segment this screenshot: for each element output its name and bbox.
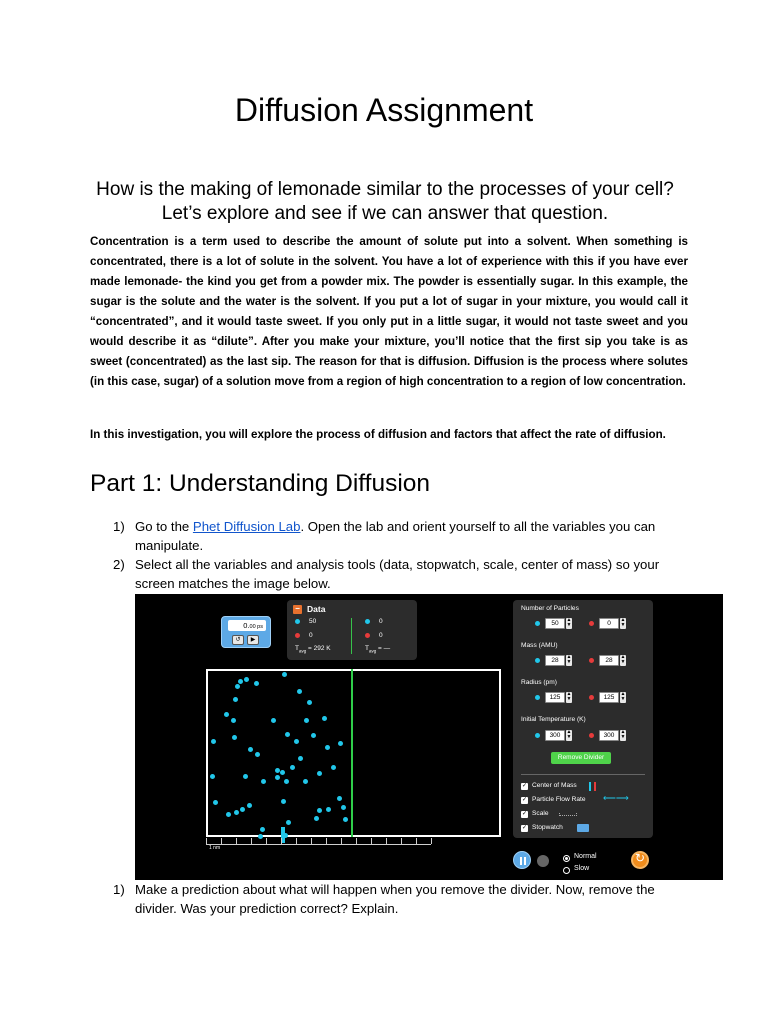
stepper-arrows-icon[interactable]: ▲ ▼ [566,729,572,740]
mass-label: Mass (AMU) [521,642,558,649]
right-temperature: $T_{avg}$ = — [365,645,391,654]
stepper-arrows-icon[interactable]: ▲ ▼ [620,729,626,740]
part1-heading: Part 1: Understanding Diffusion [90,470,431,497]
scale-tick [281,838,282,844]
particles-red-input[interactable]: 0 [599,618,619,629]
cyan-particle-icon [535,733,540,738]
cyan-particle [271,718,276,723]
data-panel [287,600,417,660]
cyan-particle [314,816,319,821]
stopwatch-checkbox[interactable]: ✓ [521,825,528,831]
phet-simulation-screenshot [135,594,723,880]
speed-slow-radio[interactable] [563,867,570,874]
cyan-particle [294,739,299,744]
cyan-particle [260,827,265,832]
cyan-particle [331,765,336,770]
speed-normal-label: Normal [574,853,597,860]
list-number: 1) [113,519,125,534]
scale-label: Scale [532,810,549,817]
cyan-particle-icon [365,619,370,624]
stepper-arrows-icon[interactable]: ▲ ▼ [566,691,572,702]
list-number: 2) [113,557,125,572]
cyan-particle [343,817,348,822]
list-text: Go to the Phet Diffusion Lab. Open the lab and orient yourself to all the variables you can manipulate. [135,519,656,553]
cyan-particle [337,796,342,801]
temperature-label: Initial Temperature (K) [521,716,586,723]
stopwatch [221,616,271,648]
center-of-mass-icon [589,782,591,791]
scale-ruler [206,838,431,846]
cyan-particle [235,684,240,689]
data-divider [351,618,352,654]
center-of-mass-checkbox[interactable]: ✓ [521,783,528,789]
cyan-particle [224,712,229,717]
cyan-particle [298,756,303,761]
scale-tick [371,838,372,844]
stopwatch-icon [577,824,589,832]
scale-tick [251,838,252,844]
stopwatch-label: Stopwatch [532,824,563,831]
flow-rate-label: Particle Flow Rate [532,796,586,803]
container-divider [351,669,353,837]
control-panel [513,600,653,780]
cyan-particle [233,697,238,702]
cyan-particle [226,812,231,817]
temperature-cyan-input[interactable]: 300 [545,730,565,741]
cyan-particle [248,747,253,752]
scale-ruler-icon [559,813,577,816]
cyan-particle [281,799,286,804]
speed-slow-label: Slow [574,865,590,872]
cyan-particle [275,775,280,780]
red-particle-icon [589,695,594,700]
stopwatch-reset-icon: ↺ [232,635,244,645]
radius-label: Radius (pm) [521,679,557,686]
scale-tick [431,838,432,844]
list-number: 1) [113,882,125,897]
scale-tick [356,838,357,844]
cyan-particle [247,803,252,808]
cyan-particle-icon [535,695,540,700]
cyan-particle [238,679,243,684]
investigation-paragraph: In this investigation, you will explore the process of diffusion and factors that affect the rate of diffusion. [90,428,666,441]
intro-question: How is the making of lemonade similar to the processes of your cell? Let’s explore and see if we can answer that question. [96,179,674,224]
reset-all-button[interactable] [631,851,649,869]
right-cyan-count: 0 [379,618,383,625]
cyan-particle [232,735,237,740]
list-text: Select all the variables and analysis tools (data, stopwatch, scale, center of mass) so your screen matches the image below. [135,557,660,591]
red-particle-icon [365,633,370,638]
cyan-particle [303,779,308,784]
cyan-particle [234,810,239,815]
cyan-particle-icon [295,619,300,624]
cyan-particle [261,779,266,784]
stopwatch-play-icon: ▶ [247,635,259,645]
scale-tick [266,838,267,844]
speed-normal-radio[interactable] [563,855,570,862]
document-title: Diffusion Assignment [234,92,534,128]
red-particle-icon [589,658,594,663]
scale-tick [206,838,207,844]
cyan-particle [231,718,236,723]
radius-cyan-input[interactable]: 125 [545,692,565,703]
cyan-particle [307,700,312,705]
center-of-mass-icon [594,782,596,791]
cyan-particle [240,807,245,812]
scale-checkbox[interactable]: ✓ [521,811,528,817]
cyan-particle [286,820,291,825]
cyan-particle [297,689,302,694]
cyan-particle [322,716,327,721]
remove-divider-button[interactable]: Remove Divider [551,752,611,764]
cyan-particle [210,774,215,779]
particles-cyan-input[interactable]: 50 [545,618,565,629]
stepper-arrows-icon[interactable]: ▲ ▼ [620,654,626,665]
cyan-particle [213,800,218,805]
cyan-particle [304,718,309,723]
left-red-count: 0 [309,632,313,639]
right-red-count: 0 [379,632,383,639]
left-temperature: $T_{avg} = 292$ K [295,645,331,654]
scale-tick [401,838,402,844]
particle-container [206,669,501,837]
cyan-particle [311,733,316,738]
cyan-particle [341,805,346,810]
scale-tick [326,838,327,844]
cyan-particle [282,672,287,677]
cyan-particle [244,677,249,682]
particles-label: Number of Particles [521,605,579,612]
scale-tick [416,838,417,844]
cyan-particle-icon [535,621,540,626]
scale-tick [236,838,237,844]
collapse-icon: − [293,605,302,614]
concentration-paragraph: Concentration is a term used to describe the amount of solute put into a solvent. When something is concentrated, there is a lot of solute in the solvent. You have a lot of experience with this if you have ever made lemonade- the kind you get from a powder mix. The powder is essentially sugar. In this example, the sugar is the solute and the water is the solvent. If you put a lot of sugar in your mixture, you would call it “concentrated”, and it would taste sweet. If you only put in a little sugar, it would not taste sweet and you would describe it as “dilute”. After you make your mixture, you’ll notice that the first sip you take is as sweet (concentrated) as the last sip. The reason for that is diffusion. Diffusion is the process where solutes (in this case, sugar) of a solution move from a region of high concentration to a region of low concentration. [90,235,688,388]
cyan-particle [211,739,216,744]
red-particle-icon [589,621,594,626]
cyan-particle [317,771,322,776]
stepper-arrows-icon[interactable]: ▲ ▼ [620,617,626,628]
step-button[interactable] [537,855,549,867]
cyan-particle [290,765,295,770]
data-panel-title: Data [307,604,326,614]
red-particle-icon [295,633,300,638]
cyan-particle [285,732,290,737]
scale-tick [311,838,312,844]
center-of-mass-label: Center of Mass [532,782,577,789]
temperature-red-input[interactable]: 300 [599,730,619,741]
cyan-particle-icon [535,658,540,663]
cyan-particle [338,741,343,746]
scale-tick [341,838,342,844]
scale-tick [386,838,387,844]
left-cyan-count: 50 [309,618,317,625]
scale-tick [221,838,222,844]
pause-button[interactable] [513,851,531,869]
cyan-particle [317,808,322,813]
cyan-particle [325,745,330,750]
cyan-particle [284,779,289,784]
red-particle-icon [589,733,594,738]
cyan-particle [280,770,285,775]
cyan-particle [326,807,331,812]
scale-tick [296,838,297,844]
stepper-arrows-icon[interactable]: ▲ ▼ [620,691,626,702]
mass-red-input[interactable]: 28 [599,655,619,666]
stopwatch-display: 0.00 ps [228,620,266,631]
cyan-particle [255,752,260,757]
phet-diffusion-lab-link[interactable]: Phet Diffusion Lab [192,519,301,534]
mass-cyan-input[interactable]: 28 [545,655,565,666]
stepper-arrows-icon[interactable]: ▲ ▼ [566,617,572,628]
scale-label: 1 nm [209,845,221,851]
stepper-arrows-icon[interactable]: ▲ ▼ [566,654,572,665]
flow-rate-checkbox[interactable]: ✓ [521,797,528,803]
flow-rate-arrows-icon: ⟵⟶ [603,793,629,803]
cyan-particle [243,774,248,779]
radius-red-input[interactable]: 125 [599,692,619,703]
list-text: Make a prediction about what will happen when you remove the divider. Now, remove the divider. Was your prediction correct? Explain. [135,882,655,916]
cyan-particle [254,681,259,686]
analysis-tools-panel [513,774,653,838]
